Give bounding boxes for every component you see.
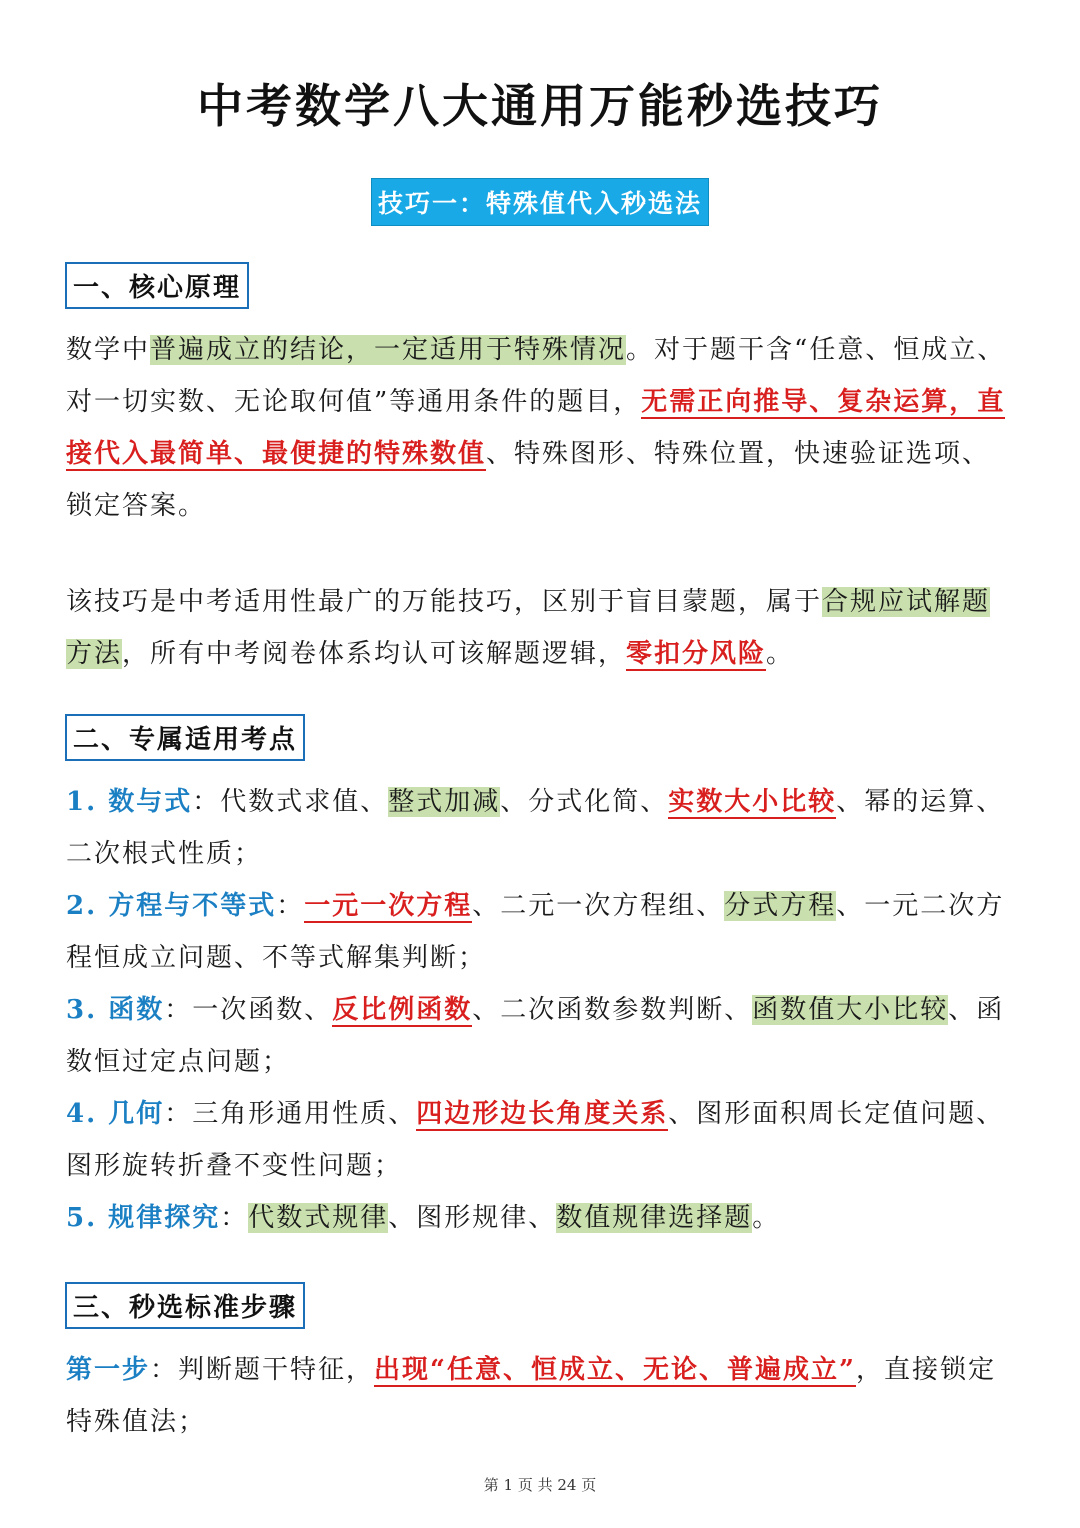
text-run: ：代数式求值、 xyxy=(192,787,389,817)
paragraph-core-principle-1 xyxy=(66,324,1016,532)
topic-item-3 xyxy=(66,984,1016,1088)
highlight-run: 代数式规律 xyxy=(248,1203,389,1233)
highlight-run: 普遍成立的结论，一定适用于特殊情况 xyxy=(150,335,627,365)
text-run: 。 xyxy=(766,639,795,669)
text-run: ，所有中考阅卷体系均认可该解题逻辑， xyxy=(122,639,627,669)
highlight-run: 数值规律选择题 xyxy=(556,1203,753,1233)
highlight-run: 合规应试解题方法 xyxy=(66,587,991,669)
label-run: 5. 规律探究 xyxy=(66,1203,221,1233)
page-title: 中考数学八大通用万能秒选技巧 xyxy=(197,79,883,133)
text-run: ： xyxy=(220,1203,249,1233)
text-run: 。 xyxy=(752,1203,781,1233)
highlight-run: 函数值大小比较 xyxy=(752,995,949,1025)
section-heading-standard-steps: 三、秒选标准步骤 xyxy=(65,1282,305,1329)
text-run: ，直接锁定特殊值法； xyxy=(66,1355,996,1437)
text-run: 数学中 xyxy=(66,335,151,365)
subtitle-wrap xyxy=(0,178,1080,226)
text-run: 、图形面积周长定值问题、图形旋转折叠不变性问题； xyxy=(66,1099,1005,1181)
technique-subtitle: 技巧一：特殊值代入秒选法 xyxy=(371,178,709,226)
label-run: 2. 方程与不等式 xyxy=(66,891,277,921)
emphasis-run: 零扣分风险 xyxy=(626,639,767,669)
section-heading-applicable-topics: 二、专属适用考点 xyxy=(65,714,305,761)
page-footer: 第 1 页 共 24 页 xyxy=(483,1476,597,1494)
highlight-run: 分式方程 xyxy=(724,891,837,921)
emphasis-run: 实数大小比较 xyxy=(668,787,837,817)
text-run: 、二次函数参数判断、 xyxy=(472,995,753,1025)
paragraph-core-principle-2 xyxy=(66,576,1016,680)
highlight-run: 整式加减 xyxy=(388,787,501,817)
text-run: ：判断题干特征， xyxy=(150,1355,375,1385)
section-heading-core-principle: 一、核心原理 xyxy=(65,262,249,309)
text-run: ：三角形通用性质、 xyxy=(164,1099,417,1129)
label-run: 1. 数与式 xyxy=(66,787,193,817)
emphasis-run: 四边形边长角度关系 xyxy=(416,1099,669,1129)
text-run: 、幂的运算、二次根式性质； xyxy=(66,787,1005,869)
topic-item-1 xyxy=(66,776,1016,880)
text-run: 、图形规律、 xyxy=(388,1203,557,1233)
emphasis-run: 出现“任意、恒成立、无论、普遍成立” xyxy=(374,1355,856,1385)
topic-item-2 xyxy=(66,880,1016,984)
emphasis-run: 一元一次方程 xyxy=(304,891,473,921)
text-run: ： xyxy=(276,891,305,921)
text-run: 、二元一次方程组、 xyxy=(472,891,725,921)
topic-item-5 xyxy=(66,1192,1016,1244)
topic-item-4 xyxy=(66,1088,1016,1192)
label-run: 4. 几何 xyxy=(66,1099,165,1129)
text-run: 。对于题干含“任意、恒成立、对一切实数、无论取何值”等通用条件的题目， xyxy=(66,335,1006,417)
text-run: 该技巧是中考适用性最广的万能技巧，区别于盲目蒙题，属于 xyxy=(66,587,823,617)
label-run: 3. 函数 xyxy=(66,995,165,1025)
emphasis-run: 反比例函数 xyxy=(332,995,473,1025)
label-run: 第一步 xyxy=(66,1355,151,1385)
step-item-1 xyxy=(66,1344,1016,1448)
text-run: 、分式化简、 xyxy=(500,787,669,817)
text-run: 、一元二次方程恒成立问题、不等式解集判断； xyxy=(66,891,1005,973)
text-run: 、特殊图形、特殊位置，快速验证选项、锁定答案。 xyxy=(66,439,991,521)
text-run: ：一次函数、 xyxy=(164,995,333,1025)
text-run: 、函数恒过定点问题； xyxy=(66,995,1005,1077)
emphasis-run: 无需正向推导、复杂运算，直接代入最简单、最便捷的特殊数值 xyxy=(66,387,1006,469)
